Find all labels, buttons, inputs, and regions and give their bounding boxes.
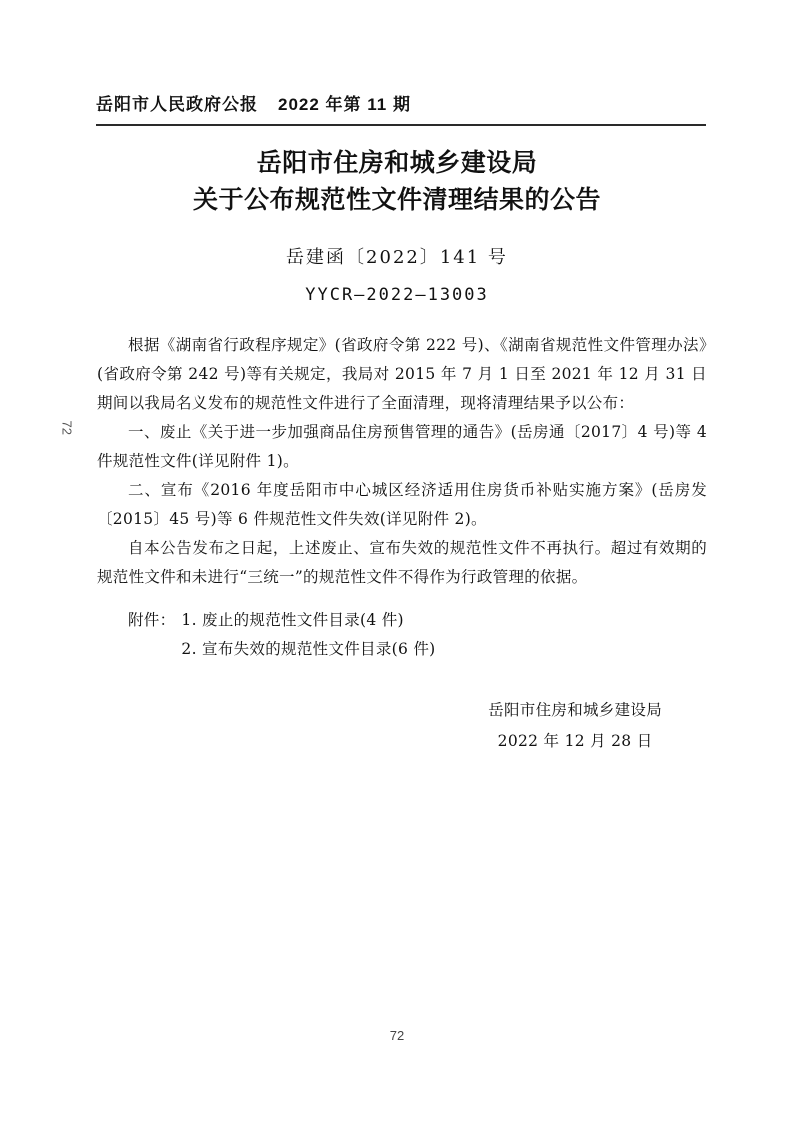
notice-title-line2: 关于公布规范性文件清理结果的公告 (192, 185, 601, 214)
paragraph-effective: 自本公告发布之日起，上述废止、宣布失效的规范性文件不再执行。超过有效期的规范性文件和未进行“三统一”的规范性文件不得作为行政管理的依据。 (97, 539, 707, 586)
signature-inner (488, 695, 662, 757)
attachments-block (97, 606, 707, 664)
notice-title (0, 144, 794, 218)
issue-number: 2022 年第 11 期 (278, 95, 411, 114)
gutter-page-number: 72 (59, 420, 75, 435)
signature-block (97, 695, 707, 757)
paragraph-item-2: 二、宣布《2016 年度岳阳市中心城区经济适用住房货币补贴实施方案》(岳房发〔2015〕45 号)等 6 件规范性文件失效(详见附件 2)。 (97, 481, 707, 528)
footer-page-number: 72 (389, 1028, 405, 1043)
gazette-title: 岳阳市人民政府公报 (96, 95, 258, 114)
paragraph-item-1: 一、废止《关于进一步加强商品住房预售管理的通告》(岳房通〔2017〕4 号)等 4 件规范性文件(详见附件 1)。 (97, 423, 707, 470)
attachments-list (181, 606, 435, 664)
attachment-item-2: 2. 宣布失效的规范性文件目录(6 件) (181, 640, 436, 658)
notice-body (97, 331, 707, 757)
document-code: YYCR—2022—13003 (305, 285, 489, 305)
attachments-label: 附件： (128, 611, 176, 629)
page-header (96, 90, 706, 126)
attachment-item-1: 1. 废止的规范性文件目录(4 件) (181, 611, 404, 629)
signature-date: 2022 年 12 月 28 日 (497, 732, 653, 750)
signature-organization: 岳阳市住房和城乡建设局 (488, 701, 662, 719)
paragraph-basis: 根据《湖南省行政程序规定》(省政府令第 222 号)、《湖南省规范性文件管理办法》(省政府令第 242 号)等有关规定，我局对 2015 年 7 月 1 日至 2021 年 12 月 31 日期间以我局名义发布的规范性文件进行了全面清理，现将清理结果予以公布： (97, 336, 707, 412)
document-number: 岳建函〔2022〕141 号 (286, 247, 508, 268)
notice-title-line1: 岳阳市住房和城乡建设局 (256, 148, 538, 177)
